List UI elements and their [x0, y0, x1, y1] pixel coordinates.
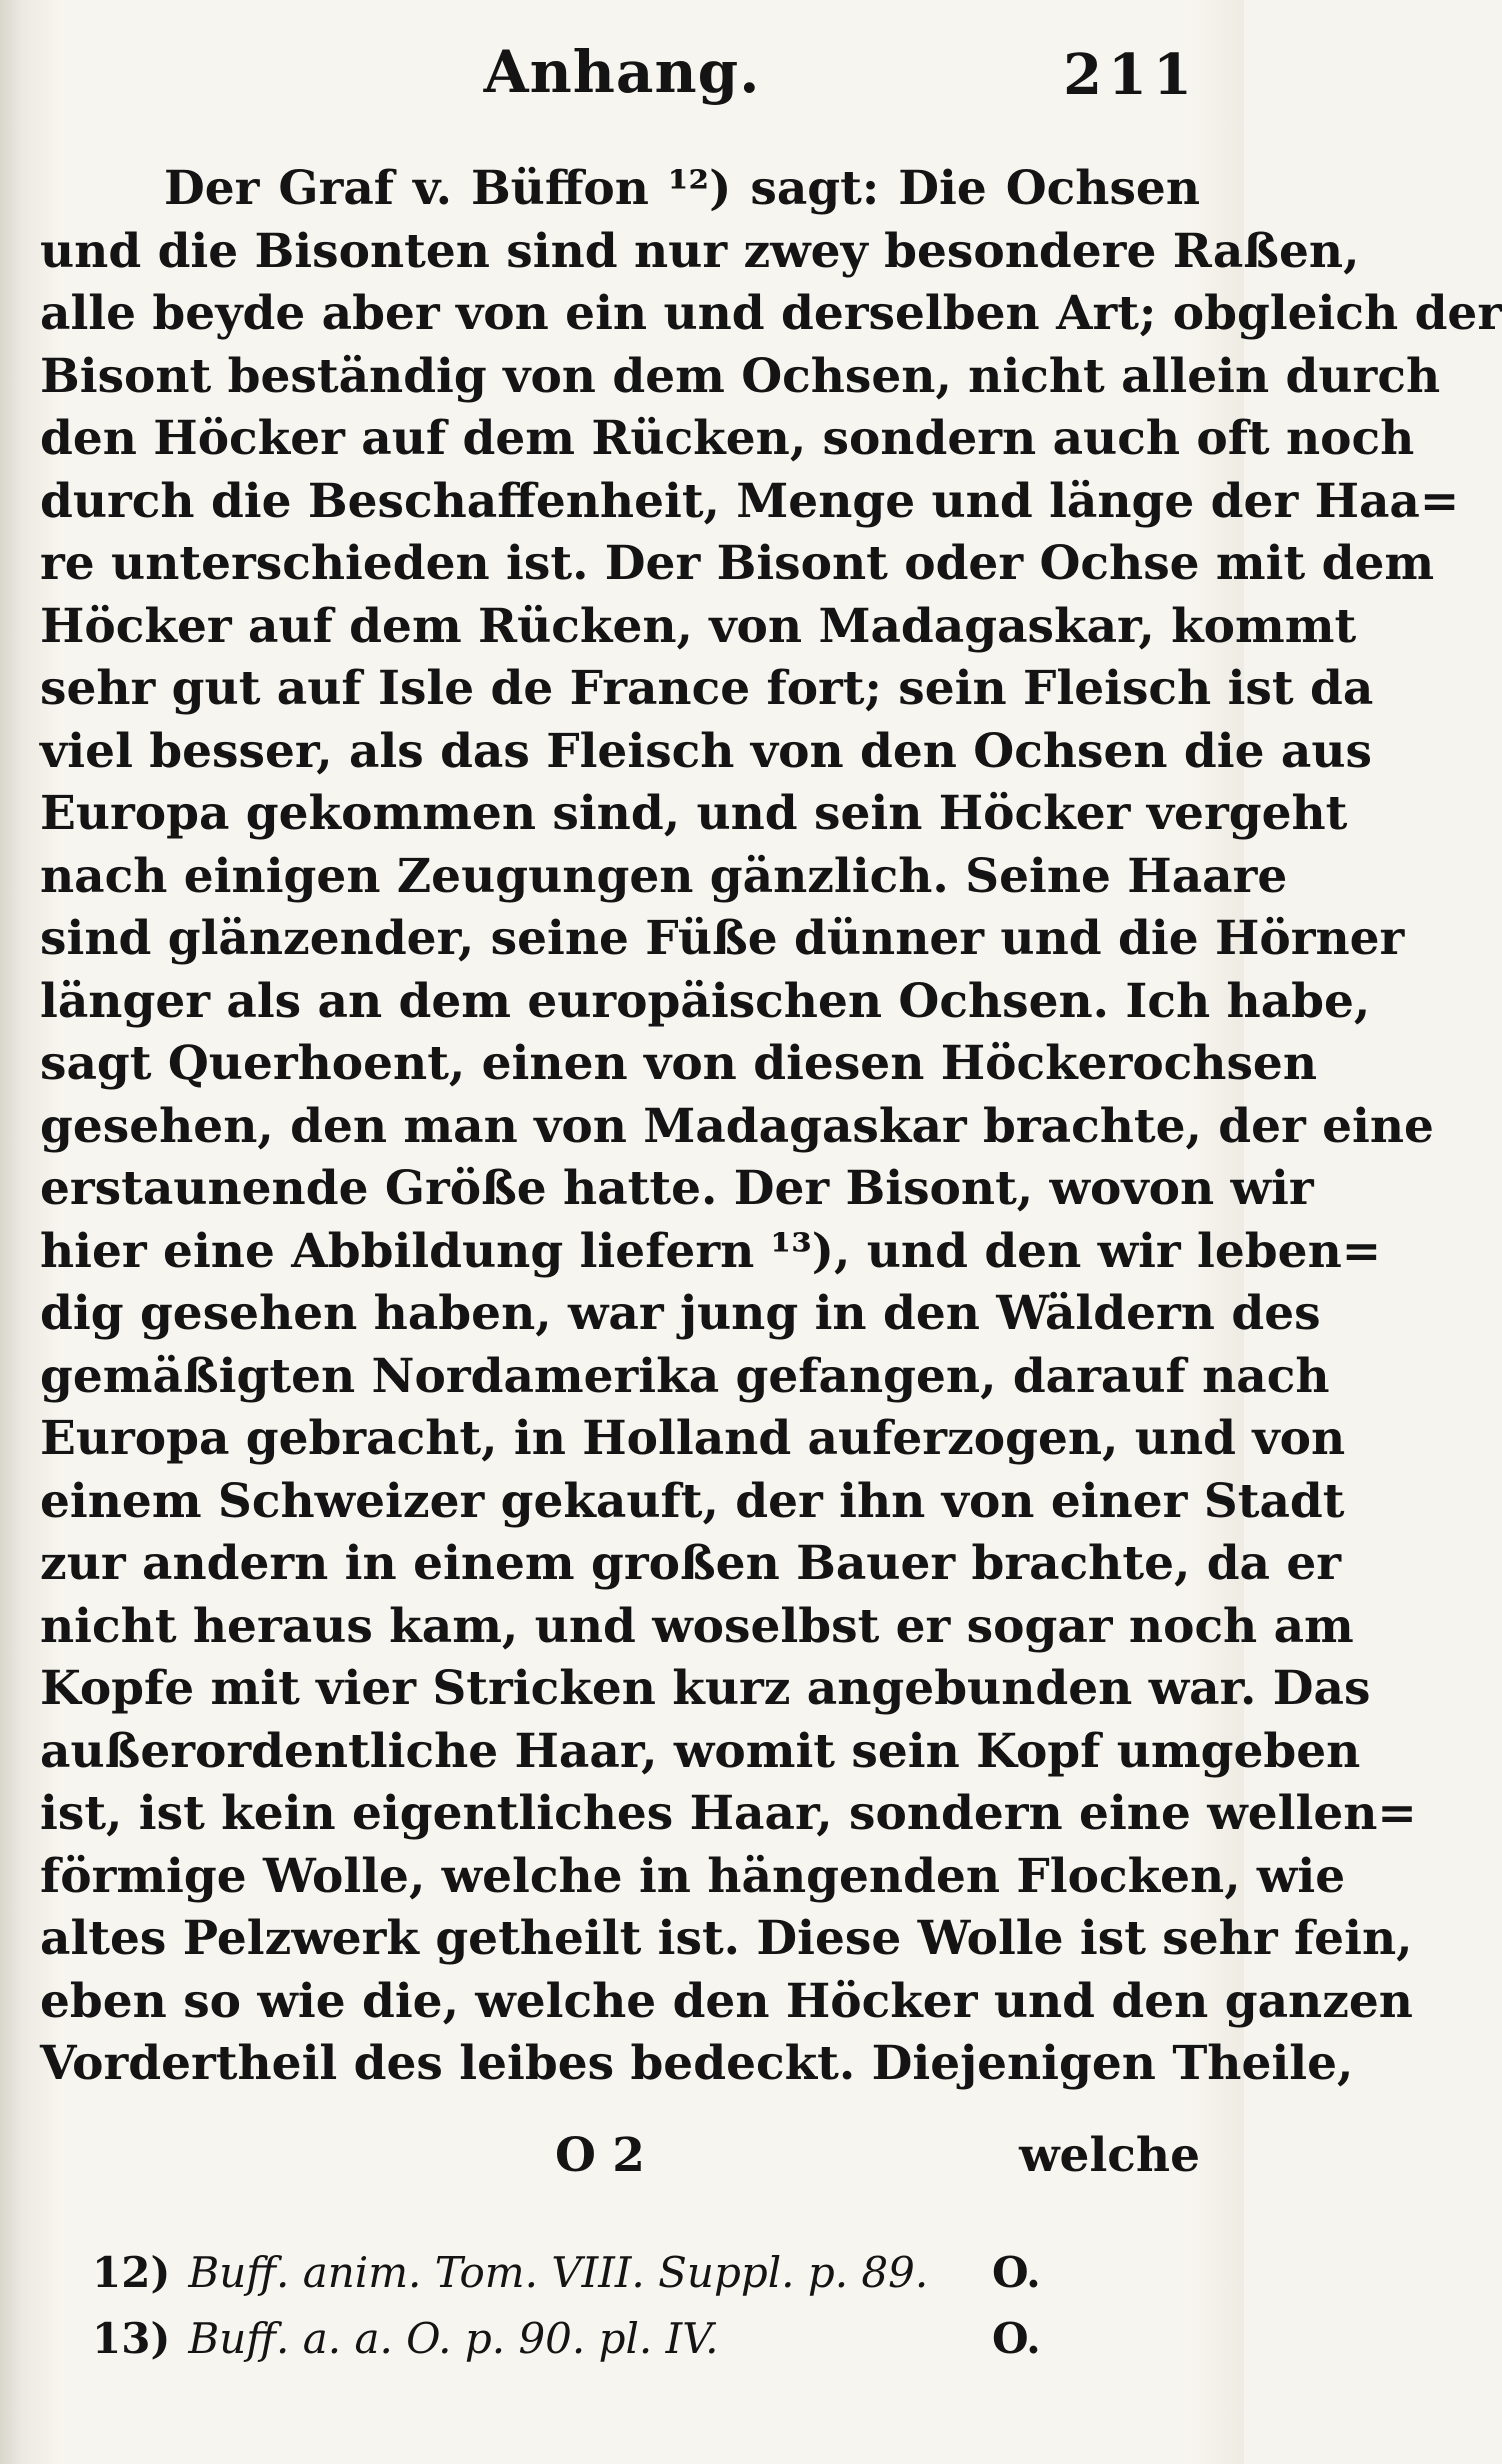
- text-line: re unterschieden ist. Der Bisont oder Ochse mit dem: [40, 536, 1435, 591]
- catchword: welche: [1019, 2128, 1200, 2183]
- text-line: eben so wie die, welche den Höcker und den ganzen: [40, 1973, 1413, 2029]
- text-line: länger als an dem europäischen Ochsen. Ich habe,: [40, 973, 1371, 1029]
- text-line: Europa gekommen sind, und sein Höcker vergeht: [40, 786, 1348, 841]
- footnote-text: Buff. a. a. O. p. 90. pl. IV.: [188, 2314, 719, 2363]
- text-line: sagt Querhoent, einen von diesen Höckerochsen: [40, 1036, 1318, 1091]
- text-line: durch die Beschaffenheit, Menge und länge der Haa=: [40, 473, 1460, 529]
- text-line: hier eine Abbildung liefern ¹³), und den wir leben=: [40, 1223, 1382, 1279]
- footnote-mark: O.: [992, 2314, 1041, 2363]
- text-line: nach einigen Zeugungen gänzlich. Seine Haare: [40, 848, 1288, 904]
- footnote-mark: O.: [992, 2248, 1041, 2297]
- footnotes: [92, 2240, 1152, 2372]
- text-line: förmige Wolle, welche in hängenden Flocken, wie: [40, 1848, 1346, 1904]
- text-line: den Höcker auf dem Rücken, sondern auch oft noch: [40, 411, 1415, 466]
- text-line: Europa gebracht, in Holland auferzogen, und von: [40, 1411, 1346, 1466]
- text-line: außerordentliche Haar, womit sein Kopf umgeben: [40, 1723, 1361, 1779]
- text-line: ist, ist kein eigentliches Haar, sondern eine wellen=: [40, 1786, 1417, 1841]
- text-line: Kopfe mit vier Stricken kurz angebunden war. Das: [40, 1661, 1371, 1716]
- text-line: Vordertheil des leibes bedeckt. Diejenigen Theile,: [40, 2036, 1354, 2091]
- text-line: dig gesehen haben, war jung in den Wäldern des: [40, 1286, 1321, 1341]
- footnote-number: 12): [92, 2248, 171, 2297]
- text-line: erstaunende Größe hatte. Der Bisont, wovon wir: [40, 1161, 1314, 1216]
- text-line: altes Pelzwerk getheilt ist. Diese Wolle ist sehr fein,: [40, 1911, 1413, 1966]
- text-line: sind glänzender, seine Füße dünner und die Hörner: [40, 911, 1405, 966]
- text-line: zur andern in einem großen Bauer brachte, da er: [40, 1536, 1342, 1591]
- body-text: [40, 158, 1502, 2096]
- text-line: Bisont beständig von dem Ochsen, nicht allein durch: [40, 348, 1441, 404]
- running-head: [0, 28, 1244, 118]
- page-number: 211: [1063, 42, 1198, 108]
- signature-mark: O 2: [555, 2128, 646, 2183]
- signature-row: [40, 2128, 1200, 2194]
- text-line: und die Bisonten sind nur zwey besondere Raßen,: [40, 223, 1360, 279]
- footnote: [92, 2240, 1152, 2306]
- text-line: alle beyde aber von ein und derselben Art; obgleich der: [40, 286, 1502, 341]
- text-line: einem Schweizer gekauft, der ihn von einer Stadt: [40, 1473, 1345, 1529]
- text-line: Der Graf v. Büffon ¹²) sagt: Die Ochsen: [164, 161, 1200, 216]
- text-line: sehr gut auf Isle de France fort; sein Fleisch ist da: [40, 661, 1374, 716]
- running-title: Anhang.: [483, 38, 761, 106]
- text-line: gemäßigten Nordamerika gefangen, darauf nach: [40, 1348, 1330, 1404]
- footnote-text: Buff. anim. Tom. VIII. Suppl. p. 89.: [188, 2248, 929, 2297]
- text-line: Höcker auf dem Rücken, von Madagaskar, kommt: [40, 598, 1357, 654]
- text-line: viel besser, als das Fleisch von den Ochsen die aus: [40, 723, 1372, 779]
- text-line: gesehen, den man von Madagaskar brachte, der eine: [40, 1098, 1434, 1154]
- text-line: nicht heraus kam, und woselbst er sogar noch am: [40, 1598, 1354, 1654]
- footnote: [92, 2306, 1152, 2372]
- footnote-number: 13): [92, 2314, 171, 2363]
